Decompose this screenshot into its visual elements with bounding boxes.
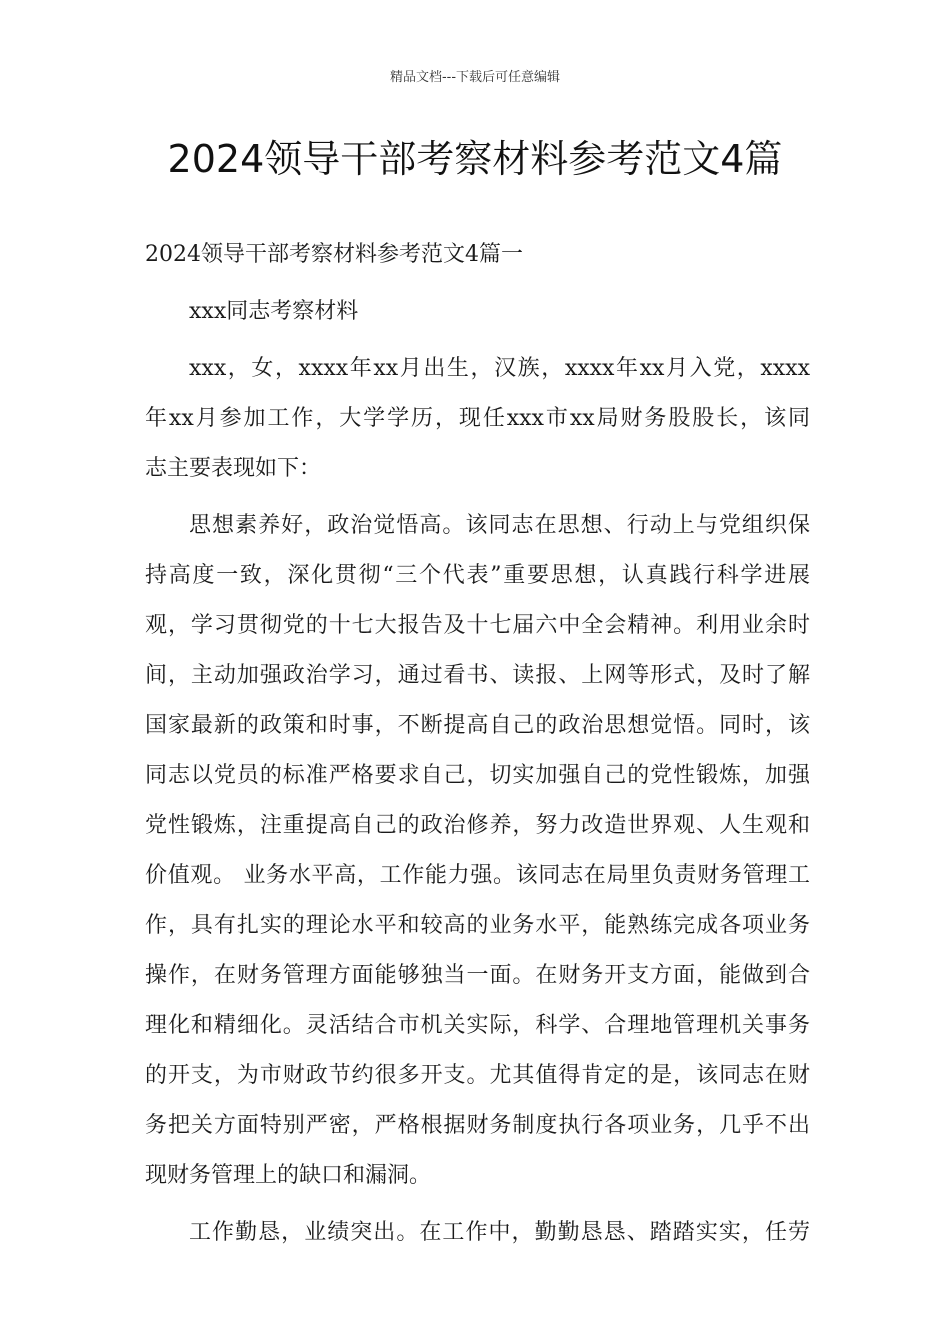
header-note: 精品文档---下载后可任意编辑	[389, 70, 561, 85]
paragraph-line: 工作勤恳，业绩突出。在工作中，勤勤恳恳、踏踏实实，任劳	[189, 1220, 810, 1245]
paragraph-line: 价值观。 业务水平高，工作能力强。该同志在局里负责财务管理工	[145, 863, 810, 888]
paragraph-line: 的开支，为市财政节约很多开支。尤其值得肯定的是，该同志在财	[145, 1063, 810, 1088]
paragraph-line: 持高度一致，深化贯彻“三个代表”重要思想，认真践行科学进展	[145, 563, 810, 588]
paragraph-1	[145, 344, 810, 494]
paragraph-line: 同志以党员的标准严格要求自己，切实加强自己的党性锻炼，加强	[145, 763, 810, 788]
paragraph-line: 现财务管理上的缺口和漏洞。	[145, 1163, 432, 1188]
paragraph-line: 作，具有扎实的理论水平和较高的业务水平，能熟练完成各项业务	[145, 913, 810, 938]
paragraph-2	[145, 501, 810, 1201]
paragraph-line: 理化和精细化。灵活结合市机关实际，科学、合理地管理机关事务	[145, 1013, 810, 1038]
paragraph-line: xxx，女，xxxx年xx月出生，汉族，xxxx年xx月入党，xxxx	[189, 356, 810, 381]
document-body	[145, 230, 810, 1258]
document-title: 2024领导干部考察材料参考范文4篇	[167, 137, 783, 181]
paragraph-line: 观，学习贯彻党的十七大报告及十七届六中全会精神。利用业余时	[145, 613, 810, 638]
paragraph-line: 国家最新的政策和时事，不断提高自己的政治思想觉悟。同时，该	[145, 713, 810, 738]
paragraph-3	[145, 1208, 810, 1258]
paragraph-line: 党性锻炼，注重提高自己的政治修养，努力改造世界观、人生观和	[145, 813, 810, 838]
paragraph-line: 志主要表现如下：	[145, 456, 322, 481]
paragraph-line: 操作，在财务管理方面能够独当一面。在财务开支方面，能做到合	[145, 963, 810, 988]
subheading: xxx同志考察材料	[189, 299, 359, 324]
paragraph-line: 年xx月参加工作，大学学历，现任xxx市xx局财务股股长，该同	[145, 406, 810, 431]
paragraph-line: 务把关方面特别严密，严格根据财务制度执行各项业务，几乎不出	[145, 1113, 810, 1138]
paragraph-line: 间，主动加强政治学习，通过看书、读报、上网等形式，及时了解	[145, 663, 810, 688]
paragraph-line: 思想素养好，政治觉悟高。该同志在思想、行动上与党组织保	[189, 513, 810, 538]
section-heading: 2024领导干部考察材料参考范文4篇一	[145, 242, 523, 267]
